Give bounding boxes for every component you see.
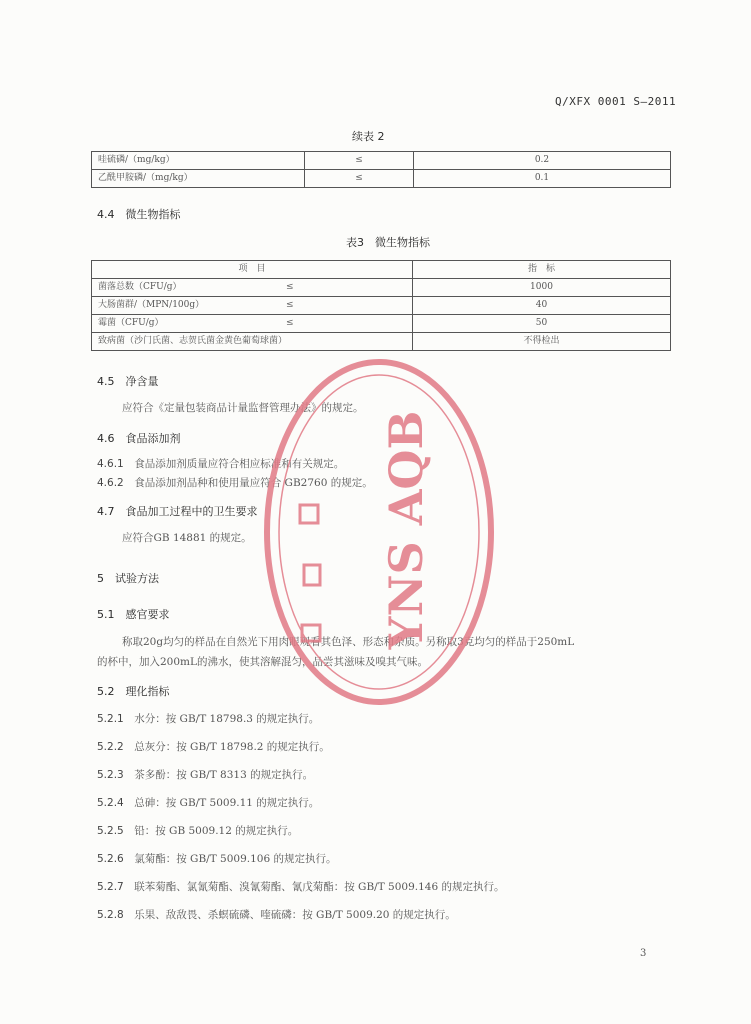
method-5-2-2 xyxy=(97,739,330,754)
table2-caption: 续表 2 xyxy=(352,130,385,143)
method-number: 5.2.6 xyxy=(97,853,124,865)
table-cell-op: ≤ xyxy=(280,297,413,315)
table-row xyxy=(92,279,671,297)
section-number: 4.4 xyxy=(97,208,115,221)
table-cell-op: ≤ xyxy=(280,279,413,297)
section-5-2 xyxy=(97,683,170,699)
section-number: 4.7 xyxy=(97,505,115,518)
table-cell-value: 0.1 xyxy=(414,170,671,188)
method-5-2-6 xyxy=(97,851,336,866)
section-number: 5 xyxy=(97,572,104,585)
table-row xyxy=(92,152,671,170)
method-text: 茶多酚：按 GB/T 8313 的规定执行。 xyxy=(134,769,314,781)
method-number: 5.2.7 xyxy=(97,881,124,893)
table-cell-value: 0.2 xyxy=(414,152,671,170)
section-title: 净含量 xyxy=(125,375,159,388)
seal-glyph-mark xyxy=(300,505,318,523)
section-5-1 xyxy=(97,606,170,622)
method-number: 5.2.3 xyxy=(97,769,124,781)
table-cell-value: 不得检出 xyxy=(413,333,671,351)
section-title: 微生物指标 xyxy=(125,208,181,221)
table-header-value: 指 标 xyxy=(413,261,671,279)
section-title: 感官要求 xyxy=(125,608,170,621)
section-number: 4.5 xyxy=(97,375,115,388)
section-4-6 xyxy=(97,430,181,446)
table-row xyxy=(92,297,671,315)
method-number: 5.2.1 xyxy=(97,713,124,725)
clause-text: 食品添加剂质量应符合相应标准和有关规定。 xyxy=(134,458,345,470)
table-cell-item: 大肠菌群/（MPN/100g） xyxy=(92,297,281,315)
method-5-2-5 xyxy=(97,823,298,838)
table-cell-op: ≤ xyxy=(305,170,414,188)
section-4-4 xyxy=(97,206,181,222)
clause-text: 食品添加剂品种和使用量应符合 GB2760 的规定。 xyxy=(134,477,373,489)
section-number: 5.1 xyxy=(97,608,115,621)
method-text: 氯菊酯：按 GB/T 5009.106 的规定执行。 xyxy=(134,853,337,865)
method-text: 铅：按 GB 5009.12 的规定执行。 xyxy=(134,825,299,837)
section-4-5 xyxy=(97,373,159,389)
table-cell-item: 霉菌（CFU/g） xyxy=(92,315,281,333)
table-row xyxy=(92,333,671,351)
method-5-2-8 xyxy=(97,907,456,922)
paragraph: 应符合《定量包装商品计量监督管理办法》的规定。 xyxy=(122,402,364,414)
method-number: 5.2.4 xyxy=(97,797,124,809)
table-row xyxy=(92,170,671,188)
document-code: Q/XFX 0001 S—2011 xyxy=(555,95,677,108)
method-5-2-7 xyxy=(97,879,504,894)
method-text: 总灰分：按 GB/T 18798.2 的规定执行。 xyxy=(134,741,330,753)
section-number: 5.2 xyxy=(97,685,115,698)
official-seal-stamp xyxy=(262,355,497,710)
seal-text: YNS AQB xyxy=(379,410,433,650)
method-number: 5.2.2 xyxy=(97,741,124,753)
method-text: 水分：按 GB/T 18798.3 的规定执行。 xyxy=(134,713,320,725)
table2 xyxy=(91,151,671,188)
table-header-item: 项 目 xyxy=(92,261,413,279)
table-cell-item: 乙酰甲胺磷/（mg/kg） xyxy=(92,170,305,188)
section-4-7 xyxy=(97,503,258,519)
paragraph-line-2: 的杯中，加入200mL的沸水，使其溶解混匀，品尝其滋味及嗅其气味。 xyxy=(97,656,428,668)
seal-glyph-mark xyxy=(304,565,320,585)
page-number: 3 xyxy=(640,948,647,959)
section-title: 食品加工过程中的卫生要求 xyxy=(125,505,258,518)
table-cell-value: 40 xyxy=(413,297,671,315)
table-cell-item: 致病菌（沙门氏菌、志贺氏菌金黄色葡萄球菌） xyxy=(92,333,413,351)
table-cell-op: ≤ xyxy=(305,152,414,170)
section-title: 理化指标 xyxy=(125,685,170,698)
table-header-row xyxy=(92,261,671,279)
paragraph-line-1: 称取20g均匀的样品在自然光下用肉眼观看其色泽、形态和杂质。另称取3克均匀的样品于250mL xyxy=(122,636,575,648)
clause-number: 4.6.1 xyxy=(97,458,124,470)
table-cell-item: 哇硫磷/（mg/kg） xyxy=(92,152,305,170)
table3-caption: 表3 微生物指标 xyxy=(346,236,430,249)
table-row xyxy=(92,315,671,333)
seal-glyph-mark xyxy=(302,625,320,641)
method-number: 5.2.8 xyxy=(97,909,124,921)
table3 xyxy=(91,260,671,351)
clause-number: 4.6.2 xyxy=(97,477,124,489)
method-text: 乐果、敌敌畏、杀螟硫磷、喹硫磷：按 GB/T 5009.20 的规定执行。 xyxy=(134,909,456,921)
table-cell-op: ≤ xyxy=(280,315,413,333)
paragraph: 应符合GB 14881 的规定。 xyxy=(122,532,252,544)
section-title: 试验方法 xyxy=(115,572,159,585)
section-number: 4.6 xyxy=(97,432,115,445)
table-cell-value: 50 xyxy=(413,315,671,333)
method-number: 5.2.5 xyxy=(97,825,124,837)
method-text: 总砷：按 GB/T 5009.11 的规定执行。 xyxy=(134,797,320,809)
table-cell-value: 1000 xyxy=(413,279,671,297)
method-5-2-1 xyxy=(97,711,319,726)
table-cell-item: 菌落总数（CFU/g） xyxy=(92,279,281,297)
section-5 xyxy=(97,570,159,586)
method-text: 联苯菊酯、氯氰菊酯、溴氰菊酯、氰戊菊酯：按 GB/T 5009.146 的规定执行。 xyxy=(134,881,505,893)
method-5-2-4 xyxy=(97,795,319,810)
section-title: 食品添加剂 xyxy=(125,432,181,445)
method-5-2-3 xyxy=(97,767,313,782)
